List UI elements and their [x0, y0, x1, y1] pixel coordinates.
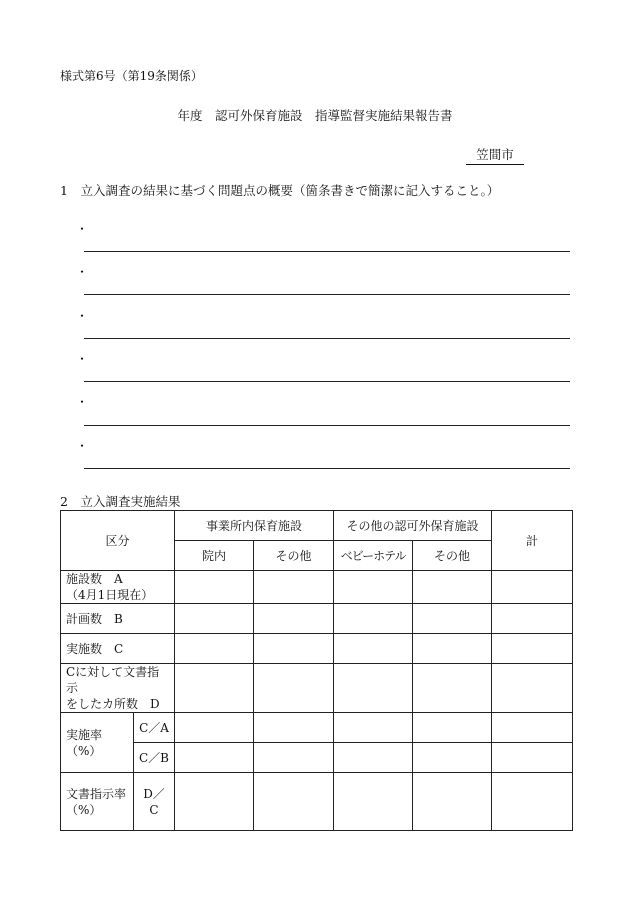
cell-instructions-other2[interactable] — [413, 664, 492, 713]
cell-doc-rate-other1[interactable] — [254, 773, 334, 831]
table-row — [61, 571, 573, 604]
writing-line — [84, 338, 570, 339]
cell-rate-ca-other2[interactable] — [413, 713, 492, 743]
table-row — [61, 713, 573, 743]
writing-line — [84, 468, 570, 469]
cell-plan-total[interactable] — [492, 604, 573, 634]
cell-done-total[interactable] — [492, 634, 573, 664]
cell-done-innai[interactable] — [175, 634, 254, 664]
cell-facilities-total[interactable] — [492, 571, 573, 604]
bullet-point: ・ — [76, 309, 89, 323]
subheader-innai: 院内 — [175, 541, 254, 571]
cell-rate-cb-other1[interactable] — [254, 743, 334, 773]
cell-instructions-total[interactable] — [492, 664, 573, 713]
table-row — [61, 773, 573, 831]
row-label-rate-line1: 実施率 — [66, 727, 103, 742]
row-label-doc-rate — [61, 773, 134, 831]
cell-done-other2[interactable] — [413, 634, 492, 664]
cell-done-other1[interactable] — [254, 634, 334, 664]
section2-heading: 2 立入調査実施結果 — [60, 494, 181, 509]
cell-rate-ca-total[interactable] — [492, 713, 573, 743]
table-row — [61, 634, 573, 664]
row-label-instructions — [61, 664, 175, 713]
cell-facilities-other2[interactable] — [413, 571, 492, 604]
cell-instructions-babyhotel[interactable] — [334, 664, 413, 713]
cell-plan-innai[interactable] — [175, 604, 254, 634]
cell-rate-cb-innai[interactable] — [175, 743, 254, 773]
row-label-instructions-line2: をしたカ所数 D — [66, 697, 160, 711]
cell-rate-ca-babyhotel[interactable] — [334, 713, 413, 743]
table-row — [61, 604, 573, 634]
cell-doc-rate-total[interactable] — [492, 773, 573, 831]
cell-rate-ca-innai[interactable] — [175, 713, 254, 743]
city-name: 笠間市 — [466, 145, 524, 165]
subheader-other-facility-other: その他 — [413, 541, 492, 571]
bullet-point: ・ — [76, 222, 89, 236]
header-other-facility: その他の認可外保育施設 — [334, 511, 492, 541]
ratio-ca: C／A — [134, 713, 175, 743]
cell-plan-other2[interactable] — [413, 604, 492, 634]
bullet-point: ・ — [76, 439, 89, 453]
cell-rate-ca-other1[interactable] — [254, 713, 334, 743]
ratio-dc: D／C — [134, 773, 175, 831]
table-row — [61, 743, 573, 773]
cell-rate-cb-total[interactable] — [492, 743, 573, 773]
subheader-workplace-other: その他 — [254, 541, 334, 571]
row-label-done: 実施数 C — [61, 634, 175, 664]
cell-done-babyhotel[interactable] — [334, 634, 413, 664]
row-label-facilities-line2: （4月1日現在） — [66, 588, 154, 602]
cell-instructions-innai[interactable] — [175, 664, 254, 713]
cell-doc-rate-babyhotel[interactable] — [334, 773, 413, 831]
subheader-baby-hotel: ベビーホテル — [334, 541, 413, 571]
row-label-facilities-line1: 施設数 A — [66, 572, 123, 586]
cell-plan-other1[interactable] — [254, 604, 334, 634]
cell-facilities-other1[interactable] — [254, 571, 334, 604]
cell-rate-cb-babyhotel[interactable] — [334, 743, 413, 773]
row-label-doc-rate-line1: 文書指示率 — [66, 786, 127, 801]
cell-doc-rate-innai[interactable] — [175, 773, 254, 831]
row-label-doc-rate-line2: （%） — [66, 802, 102, 817]
cell-rate-cb-other2[interactable] — [413, 743, 492, 773]
document-title: 年度 認可外保育施設 指導監督実施結果報告書 — [177, 108, 453, 123]
writing-line — [84, 425, 570, 426]
form-number: 様式第6号（第19条関係） — [60, 69, 203, 83]
cell-facilities-innai[interactable] — [175, 571, 254, 604]
header-workplace-facility: 事業所内保育施設 — [175, 511, 334, 541]
row-label-facilities — [61, 571, 175, 604]
cell-facilities-babyhotel[interactable] — [334, 571, 413, 604]
row-label-instructions-line1: Cに対して文書指示 — [66, 665, 160, 695]
writing-line — [84, 381, 570, 382]
writing-line — [84, 251, 570, 252]
section1-heading: 1 立入調査の結果に基づく問題点の概要（箇条書きで簡潔に記入すること。） — [60, 183, 500, 198]
row-label-rate-line2: （%） — [66, 743, 102, 758]
writing-line — [84, 294, 570, 295]
table-row — [61, 664, 573, 713]
bullet-point: ・ — [76, 265, 89, 279]
row-label-rate — [61, 713, 134, 773]
header-total: 計 — [492, 511, 573, 571]
cell-plan-babyhotel[interactable] — [334, 604, 413, 634]
bullet-point: ・ — [76, 352, 89, 366]
results-table — [60, 510, 573, 831]
category-header: 区分 — [61, 511, 175, 571]
bullet-point: ・ — [76, 395, 89, 409]
ratio-cb: C／B — [134, 743, 175, 773]
row-label-plan: 計画数 B — [61, 604, 175, 634]
cell-doc-rate-other2[interactable] — [413, 773, 492, 831]
cell-instructions-other1[interactable] — [254, 664, 334, 713]
